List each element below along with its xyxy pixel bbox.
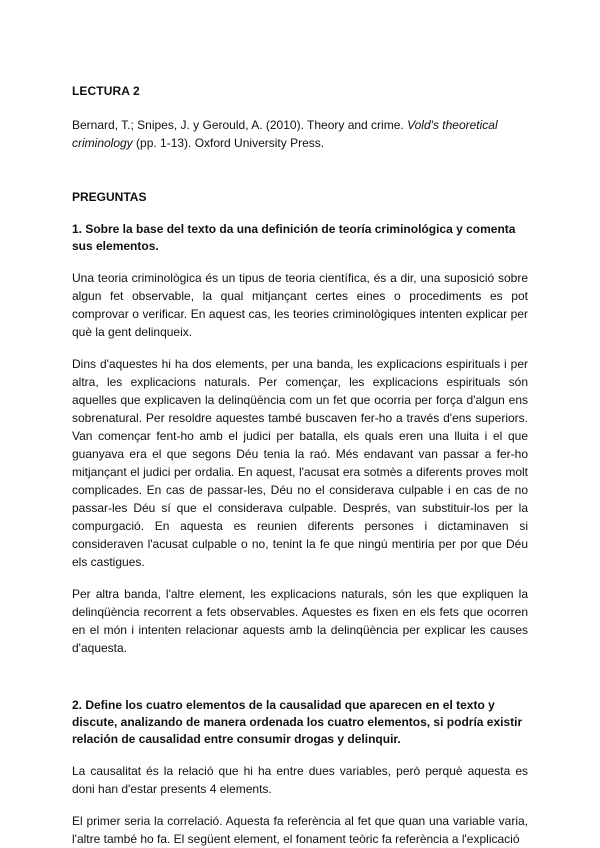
answer-1-paragraph-1: Una teoria criminològica és un tipus de teoria científica, és a dir, una suposició sobre algun fet observable, la qual mitjançant certes eines o procediments es pot comprovar o verificar. En aquest cas, les teories criminològiques intenten explicar per què la gent delinqueix. (72, 271, 528, 339)
question-1-title: 1. Sobre la base del texto da una definición de teoría criminológica y comenta sus elementos. (72, 222, 516, 253)
reference-publisher: (pp. 1-13). Oxford University Press. (132, 136, 325, 150)
question-2-title: 2. Define los cuatro elementos de la causalidad que aparecen en el texto y discute, analizando de manera ordenada los cuatro elementos, si podría existir relación de causalidad entre consumir drogas y delinquir. (72, 698, 523, 746)
bibliographic-reference (72, 116, 528, 152)
reading-heading: LECTURA 2 (72, 84, 140, 98)
answer-2-paragraph-1: La causalitat és la relació que hi ha entre dues variables, però perquè aquesta es doni han d'estar presents 4 elements. (72, 764, 528, 796)
questions-heading: PREGUNTAS (72, 190, 147, 204)
answer-2-paragraph-2: El primer seria la correlació. Aquesta fa referència al fet que quan una variable varia, l'altre també ho fa. El següent element, el fonament teòric fa referència a l'explicació (72, 814, 528, 846)
answer-1-paragraph-3: Per altra banda, l'altre element, les explicacions naturals, són les que expliquen la delinqüència recorrent a fets observables. Aquestes es fixen en els fets que ocorren en el món i intenten relacionar aquests amb la delinqüència per explicar les causes d'aquesta. (72, 587, 528, 655)
answer-1-paragraph-2: Dins d'aquestes hi ha dos elements, per una banda, les explicacions espirituals i per altra, les explicacions naturals. Per començar, les explicacions espirituals són aquelles que explicaven la delinqüència com un fet que ocorria per força d'algun ens sobrenatural. Per resoldre aquestes també buscaven fer-ho a través d'ens superiors. Van començar fent-ho amb el judici per batalla, els quals eren una lluita i el que guanyava era el que segons Déu tenia la raó. Més endavant van passar a fer-ho mitjançant el judici per ordalia. En aquest, l'acusat era sotmès a diferents proves molt complicades. En cas de passar-les, Déu no el considerava culpable i en cas de no passar-les Déu sí que el considerava culpable. Després, van substituir-los per la compurgació. En aquesta es reunien diferents persones i dictaminaven si consideraven l'acusat culpable o no, tenint la fe que ningú mentiria per por que Déu els castigues. (72, 357, 528, 569)
reference-book-title: Vold's theoretical criminology (72, 118, 498, 150)
reference-authors: Bernard, T.; Snipes, J. y Gerould, A. (2010). Theory and crime. (72, 118, 408, 132)
